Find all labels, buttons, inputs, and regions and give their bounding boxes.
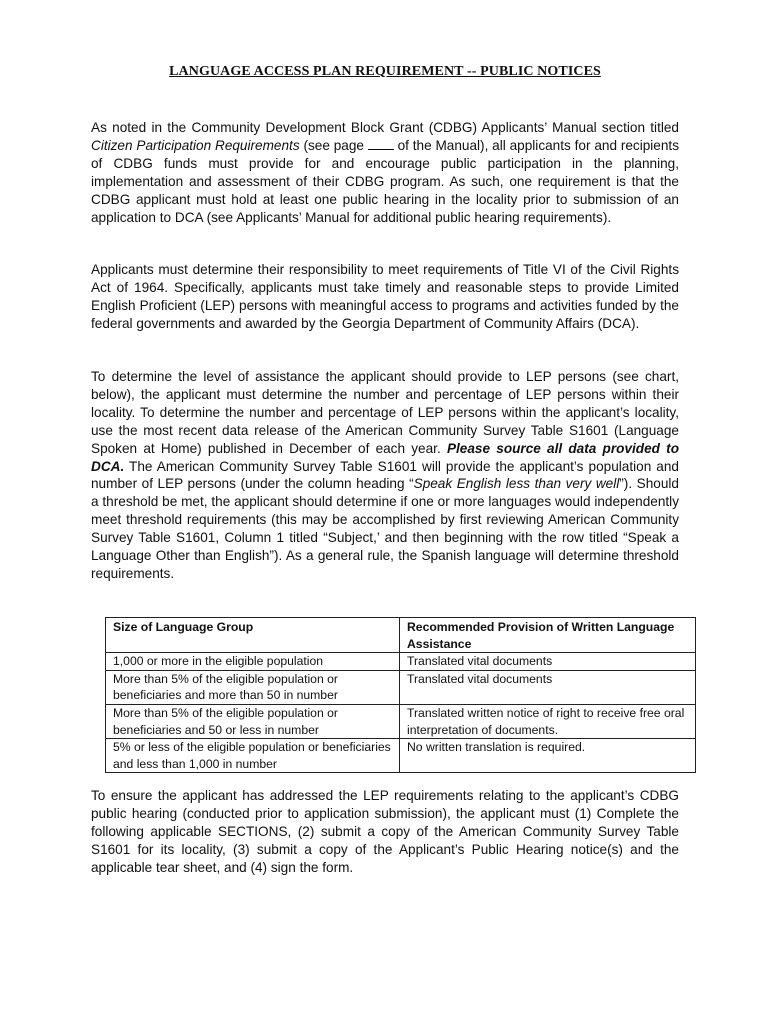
table-cell: Translated written notice of right to receive free oral interpretation of documents. bbox=[400, 704, 696, 738]
language-assistance-table bbox=[105, 617, 696, 773]
table-cell: 1,000 or more in the eligible population bbox=[106, 653, 400, 671]
table-cell: Translated vital documents bbox=[400, 653, 696, 671]
table-cell: More than 5% of the eligible population or beneficiaries and more than 50 in number bbox=[106, 670, 400, 704]
table-row bbox=[106, 653, 696, 671]
table-header-cell: Size of Language Group bbox=[106, 618, 400, 653]
table-row bbox=[106, 739, 696, 773]
p1-text-a: As noted in the Community Development Block Grant (CDBG) Applicants’ Manual section titled bbox=[91, 120, 679, 135]
paragraph-cdbg-intro bbox=[91, 119, 679, 226]
page-title: LANGUAGE ACCESS PLAN REQUIREMENT -- PUBLIC NOTICES bbox=[169, 64, 601, 79]
table-header-row bbox=[106, 618, 696, 653]
p3-text-b: The American Community Survey Table S1601 will provide the applicant’s population and number of LEP persons (under the column heading “ bbox=[91, 458, 679, 492]
p3-text-c: ”). Should a threshold be met, the applicant should determine if one or more languages would independently meet threshold requirements (this may be accomplished by first reviewing American Community Survey Table S1601, Column 1 titled “Subject,’ and then beginning with the row titled “Speak a Language Other than English”). As a general rule, the Spanish language will determine threshold requirements. bbox=[91, 476, 679, 581]
p3-emphasis: Please source all data provided to DCA. bbox=[91, 440, 679, 474]
table-header-cell: Recommended Provision of Written Language Assistance bbox=[400, 618, 696, 653]
paragraph-lep-determination bbox=[91, 368, 679, 583]
p3-text-a: To determine the level of assistance the applicant should provide to LEP persons (see chart, below), the applicant must determine the number and percentage of LEP persons within their locality. To determine the number and percentage of LEP persons within the applicant’s locality, use the most recent data release of the American Community Survey Table S1601 (Language Spoken at Home) published in December of each year. bbox=[91, 369, 679, 456]
p3-column-heading: Speak English less than very well bbox=[413, 476, 620, 492]
page-number-blank bbox=[368, 138, 394, 150]
p1-text-c: of the Manual), all applicants for and recipients of CDBG funds must provide for and encourage public participation in the planning, implementation and assessment of their CDBG program. As such, one requirement is that the CDBG applicant must hold at least one public hearing in the locality prior to submission of an application to DCA (see Applicants’ Manual for additional public hearing requirements). bbox=[91, 137, 679, 225]
p1-text-b: (see page bbox=[299, 137, 368, 153]
table-row bbox=[106, 704, 696, 738]
paragraph-title-vi: Applicants must determine their responsibility to meet requirements of Title VI of the Civil Rights Act of 1964. Specifically, applicants must take timely and reasonable steps to provide Limited English Proficient (LEP) persons with meaningful access to programs and activities funded by the federal governments and awarded by the Georgia Department of Community Affairs (DCA). bbox=[91, 262, 679, 331]
p1-section-title: Citizen Participation Requirements bbox=[91, 137, 300, 153]
paragraph-requirements: To ensure the applicant has addressed the LEP requirements relating to the applicant’s CDBG public hearing (conducted prior to application submission), the applicant must (1) Complete the following applicable SECTIONS, (2) submit a copy of the American Community Survey Table S1601 for its locality, (3) submit a copy of the Applicant’s Public Hearing notice(s) and the applicable tear sheet, and (4) sign the form. bbox=[91, 788, 679, 875]
table-cell: 5% or less of the eligible population or beneficiaries and less than 1,000 in number bbox=[106, 739, 400, 773]
table-cell: More than 5% of the eligible population or beneficiaries and 50 or less in number bbox=[106, 704, 400, 738]
table-row bbox=[106, 670, 696, 704]
table-cell: Translated vital documents bbox=[400, 670, 696, 704]
table-cell: No written translation is required. bbox=[400, 739, 696, 773]
